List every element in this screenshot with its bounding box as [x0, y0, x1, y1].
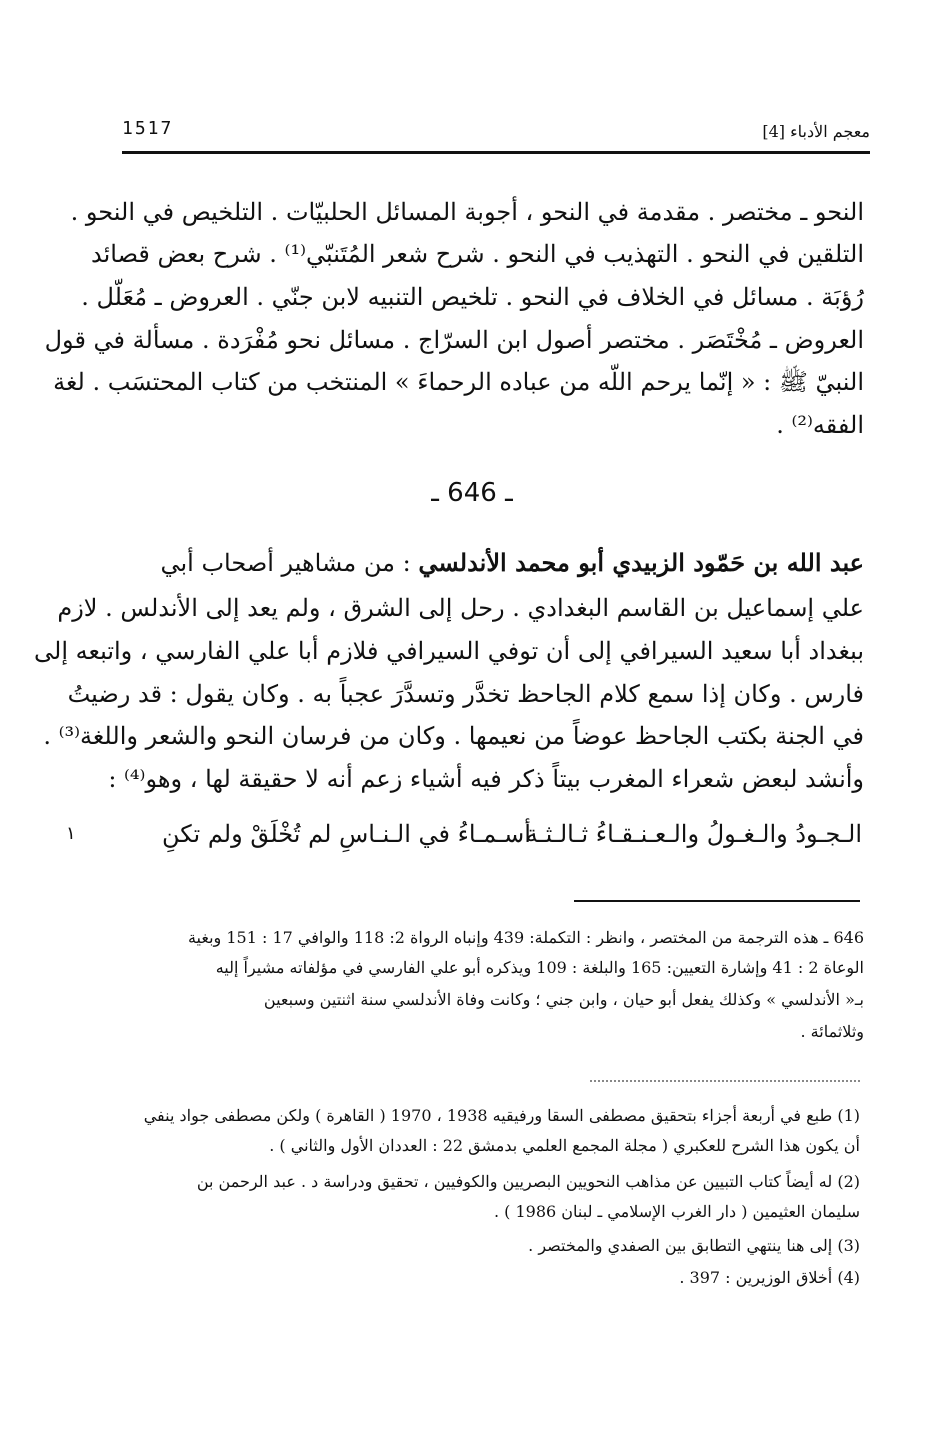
footnote-1-line-2: أن يكون هذا الشرح للعكبري ( مجلة المجمع العلمي بدمشق 22 : العددان الأول والثاني ) . — [269, 1136, 860, 1155]
verse — [122, 820, 862, 854]
running-title: معجم الأدباء [4] — [762, 122, 870, 141]
entry-line-6: وأنشد لبعض شعراء المغرب بيتاً ذكر فيه أشياء زعم أنه لا حقيقة لها ، وهو⁽⁴⁾ : — [108, 765, 864, 793]
body-line-4: العروض ـ مُخْتَصَر . مختصر أصول ابن السرّاج . مسائل نحو مُفْرَدة . مسألة في قول — [44, 326, 864, 354]
body-line-6: الفقه⁽²⁾ . — [776, 411, 864, 439]
footnote-4: (4) أخلاق الوزيرين : 397 . — [679, 1268, 860, 1287]
entry-first-line — [160, 549, 864, 577]
entry-line-2: علي إسماعيل بن القاسم البغدادي . رحل إلى الشرق ، ولم يعد إلى الأندلس . لازم — [57, 594, 864, 622]
entry-line-5: في الجنة بكتب الجاحظ عوضاً من نعيمها . وكان من فرسان النحو والشعر واللغة⁽³⁾ . — [43, 722, 864, 750]
entry-line-4: فارس . وكان إذا سمع كلام الجاحظ تخدَّر وتسدَّرَ عجباً به . وكان يقول : قد رضيتُ — [67, 680, 864, 708]
body-line-3: رُؤبَة . مسائل في الخلاف في النحو . تلخيص التنبيه لابن جنّي . العروض ـ مُعَلّل . — [81, 283, 864, 311]
verse-second-hemistich: أسـمـاءُ في الـنـاسِ لم تُخْلَقْ ولم تكنِ — [162, 820, 531, 848]
body-line-2: التلقين في النحو . التهذيب في النحو . شرح شعر المُتَنبّي⁽¹⁾ . شرح بعض قصائد — [91, 240, 864, 268]
footnote-2-line-1: (2) له أيضاً كتاب التبيين عن مذاهب النحويين البصريين والكوفيين ، تحقيق ودراسة د . عبد الرحمن بن — [196, 1172, 860, 1191]
entry-heading: عبد الله بن حَمّود الزبيدي أبو محمد الأندلسي — [418, 548, 864, 577]
body-line-5: النبيّ ﷺ : « إنّما يرحم اللّه من عباده الرحماءَ » المنتخب من كتاب المحتسَب . لغة — [53, 368, 864, 396]
entry-note-line-3: بـ« الأندلسي » وكذلك يفعل أبو حيان ، وابن جني ؛ وكانت وفاة الأندلسي سنة اثنتين وسبعين — [263, 990, 864, 1009]
body-line-1: النحو ـ مختصر . مقدمة في النحو ، أجوبة المسائل الحلبيّات . التلخيص في النحو . — [70, 198, 864, 226]
footnote-separator — [590, 1080, 860, 1082]
footnote-2-line-2: سليمان العثيمين ( دار الغرب الإسلامي ـ لبنان 1986 ) . — [493, 1202, 860, 1221]
page-header — [122, 118, 870, 152]
entry-number: ـ 646 ـ — [431, 478, 513, 508]
verse-first-hemistich: الـجـودُ والـغـولُ والـعـنـقـاءُ ثـالـثـة — [525, 820, 862, 848]
entry-line-3: ببغداد أبا سعيد السيرافي إلى أن توفي السيرافي فلازم أبا علي الفارسي ، واتبعه إلى — [34, 637, 864, 665]
notes-rule — [574, 900, 860, 902]
entry-note-line-2: الوعاة 2 : 41 وإشارة التعيين: 165 والبلغة : 109 ويذكره أبو علي الفارسي في مؤلفاته مشيراً إليه — [215, 958, 864, 977]
entry-note-line-1: 646 ـ هذه الترجمة من المختصر ، وانظر : التكملة: 439 وإنباه الرواة 2: 118 والوافي 17 : 151 وبغية — [187, 928, 864, 947]
verse-marker: ١ — [66, 823, 76, 844]
entry-first-line-rest: : من مشاهير أصحاب أبي — [160, 549, 419, 577]
footnote-1-line-1: (1) طبع في أربعة أجزاء بتحقيق مصطفى السقا ورفيقيه 1938 ، 1970 ( القاهرة ) ولكن مصطفى جواد ينفي — [143, 1106, 860, 1125]
header-rule — [122, 151, 870, 154]
footnote-3: (3) إلى هنا ينتهي التطابق بين الصفدي والمختصر . — [528, 1236, 860, 1255]
page-number: 1517 — [122, 118, 174, 139]
entry-note-line-4: وثلاثمائة . — [800, 1022, 864, 1041]
